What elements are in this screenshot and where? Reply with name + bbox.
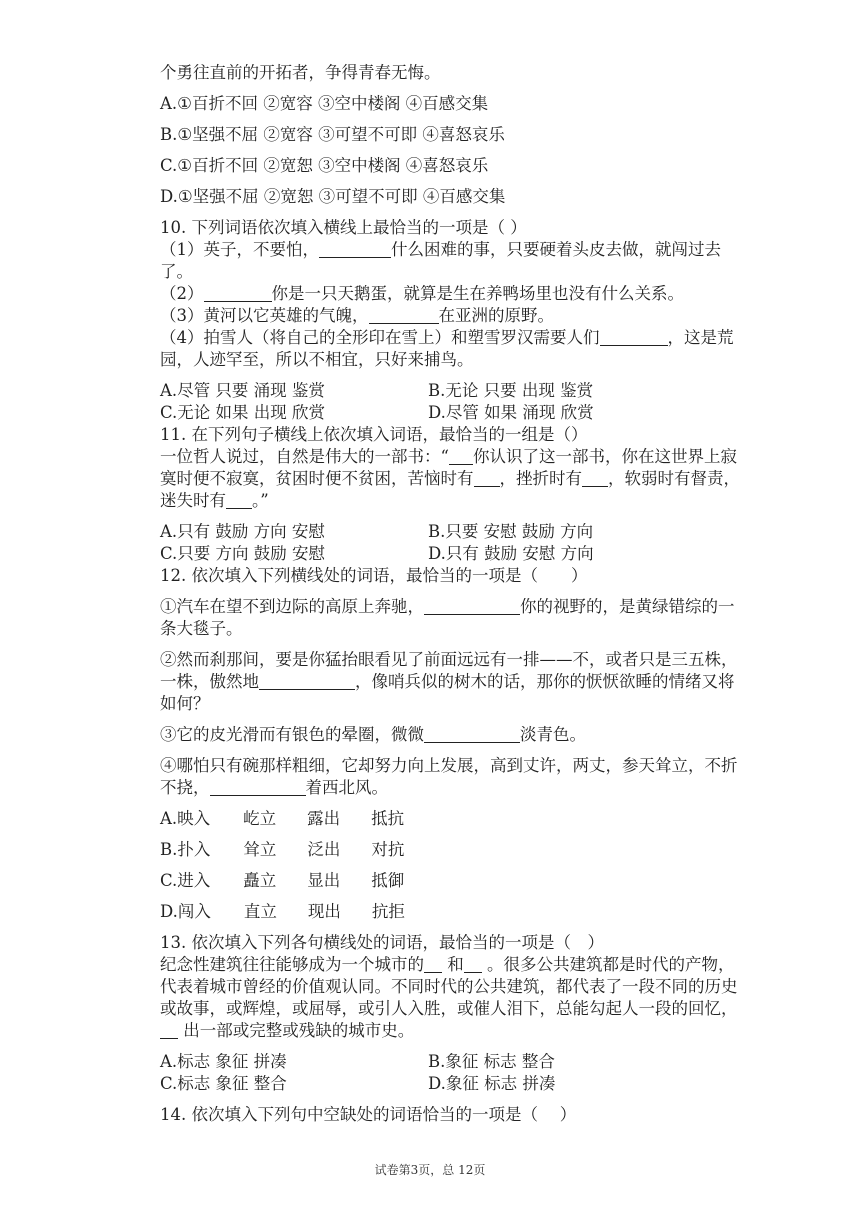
- blank: [259, 673, 355, 690]
- blank: [600, 329, 668, 346]
- q12-option-a: A.映入 屹立 露出 抵抗: [160, 809, 405, 828]
- question-13: [160, 932, 740, 1095]
- q11-option-a: A.只有 鼓励 方向 安慰: [160, 522, 325, 541]
- q9-option-d: D.①坚强不屈 ②宽恕 ③可望不可即 ④百感交集: [160, 187, 506, 206]
- q12-sentence-3: ③它的皮光滑而有银色的晕圈，微微 淡青色。: [160, 725, 586, 744]
- q12-option-c: C.进入 矗立 显出 抵御: [160, 871, 405, 890]
- question-9-options: [160, 93, 740, 208]
- q10-option-c: C.无论 如果 出现 欣赏: [160, 403, 326, 422]
- q13-stem: 13. 依次填入下列各句横线处的词语，最恰当的一项是（ ）: [160, 933, 604, 952]
- q13-option-a: A.标志 象征 拼凑: [160, 1052, 287, 1071]
- q13-option-c: C.标志 象征 整合: [160, 1074, 287, 1093]
- q13-options-row-2: [160, 1073, 740, 1095]
- q14-stem: 14. 依次填入下列句中空缺处的词语恰当的一项是（ ）: [160, 1105, 577, 1124]
- q10-options-row-2: [160, 402, 740, 424]
- q10-option-d: D.尽管 如果 涌现 欣赏: [428, 403, 594, 422]
- blank: [369, 307, 439, 324]
- question-12: [160, 565, 740, 923]
- blank: [464, 956, 482, 973]
- blank: [210, 779, 306, 796]
- blank: [424, 598, 520, 615]
- blank: [474, 470, 500, 487]
- q11-stem: 11. 在下列句子横线上依次填入词语，最恰当的一组是（）: [160, 425, 588, 444]
- q13-passage: 纪念性建筑往往能够成为一个城市的 和 。很多公共建筑都是时代的产物，代表着城市曾经的价值观认同。不同时代的公共建筑，都代表了一段不同的历史或故事，或辉煌，或屈辱，或引人入胜，或催人泪下，总能勾起人一段的回忆， 出一部或完整或残缺的城市史。: [160, 955, 738, 1040]
- page-footer: 试卷第3页，总 12页: [374, 1163, 486, 1177]
- q10-option-a: A.尽管 只要 涌现 鉴赏: [160, 381, 325, 400]
- blank: [160, 1022, 178, 1039]
- q10-options-row-1: [160, 380, 740, 402]
- q12-option-b: B.扑入 耸立 泛出 对抗: [160, 840, 405, 859]
- q13-options-row-1: [160, 1051, 740, 1073]
- question-10: [160, 217, 740, 424]
- q11-option-d: D.只有 鼓励 安慰 方向: [428, 544, 594, 563]
- q11-options-row-1: [160, 521, 740, 543]
- blank: [449, 448, 473, 465]
- q12-sentence-4: ④哪怕只有碗那样粗细，它却努力向上发展，高到丈许，两丈，参天耸立，不折不挠， 着西北风。: [160, 756, 738, 797]
- blank: [204, 285, 272, 302]
- q10-sentence-1: （1）英子，不要怕， 什么困难的事，只要硬着头皮去做，就闯过去了。: [160, 240, 721, 281]
- q9-option-c: C.①百折不回 ②宽恕 ③空中楼阁 ④喜怒哀乐: [160, 156, 489, 175]
- blank: [582, 470, 608, 487]
- q11-option-b: B.只要 安慰 鼓励 方向: [428, 522, 594, 541]
- blank: [424, 726, 520, 743]
- q10-stem: 10. 下列词语依次填入横线上最恰当的一项是（ ）: [160, 218, 527, 237]
- q13-option-b: B.象征 标志 整合: [428, 1052, 555, 1071]
- exam-page: [160, 62, 740, 1126]
- question-11: [160, 424, 740, 565]
- blank: [319, 241, 391, 258]
- q10-sentence-4: （4）拍雪人（将自己的全形印在雪上）和塑雪罗汉需要人们 ，这是荒园，人迹罕至，所以不相宜，只好来捕鸟。: [160, 328, 734, 369]
- q12-option-d: D.闯入 直立 现出 抗拒: [160, 902, 405, 921]
- q9-option-a: A.①百折不回 ②宽容 ③空中楼阁 ④百感交集: [160, 94, 489, 113]
- blank: [424, 956, 442, 973]
- q11-options-row-2: [160, 543, 740, 565]
- q12-sentence-1: ①汽车在望不到边际的高原上奔驰， 你的视野的，是黄绿错综的一条大毯子。: [160, 597, 735, 638]
- q10-sentence-2: （2） 你是一只天鹅蛋，就算是生在养鸭场里也没有什么关系。: [160, 284, 684, 303]
- q12-sentence-2: ②然而刹那间，要是你猛抬眼看见了前面远远有一排——不，或者只是三五株，一株，傲然地 ，像哨兵似的树木的话，那你的恹恹欲睡的情绪又将如何？: [160, 650, 738, 713]
- q12-stem: 12. 依次填入下列横线处的词语，最恰当的一项是（ ）: [160, 566, 588, 585]
- q9-option-b: B.①坚强不屈 ②宽容 ③可望不可即 ④喜怒哀乐: [160, 125, 505, 144]
- blank: [226, 492, 252, 509]
- q10-option-b: B.无论 只要 出现 鉴赏: [428, 381, 594, 400]
- q11-option-c: C.只要 方向 鼓励 安慰: [160, 544, 326, 563]
- q10-sentence-3: （3）黄河以它英雄的气魄， 在亚洲的原野。: [160, 306, 554, 325]
- intro-tail: 个勇往直前的开拓者，争得青春无悔。: [160, 63, 441, 82]
- q13-option-d: D.象征 标志 拼凑: [428, 1074, 556, 1093]
- q11-passage: 一位哲人说过，自然是伟大的一部书：“ 你认识了这一部书，你在这世界上寂寞时便不寂寞，贫困时便不贫困，苦恼时有 ，挫折时有 ，软弱时有督责，迷失时有 。”: [160, 447, 740, 510]
